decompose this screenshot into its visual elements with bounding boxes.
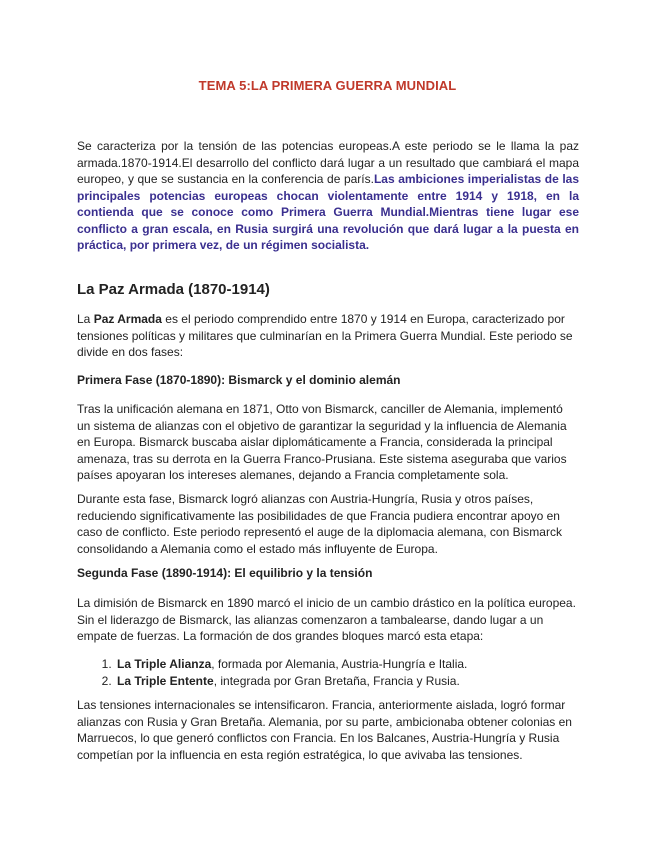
list-item xyxy=(115,673,615,690)
text: , formada por Alemania, Austria-Hungría e Italia. xyxy=(211,657,468,671)
bold-term: La Triple Alianza xyxy=(117,657,212,671)
bold-term: Paz Armada xyxy=(93,312,162,326)
intro-paragraph xyxy=(77,138,579,254)
text: , integrada por Gran Bretaña, Francia y Rusia. xyxy=(213,673,460,688)
text: La xyxy=(77,312,94,326)
phase2-paragraph-2: Las tensiones internacionales se intensificaron. Francia, anteriormente aislada, logró formar alianzas con Rusia y Gran Bretaña. Alemania, por su parte, ambicionaba obtener colonias en Marruecos, lo que generó conflictos con Francia. En los Balcanes, Austria-Hungría y Rusia competían por la influencia en esta región estratégica, lo que avivaba las tensiones. xyxy=(77,698,572,762)
phase1-paragraph-2: Durante esta fase, Bismarck logró alianzas con Austria-Hungría, Rusia y otros países, reduciendo significativamente las posibilidades de que Francia pudiera encontrar apoyo en caso de conflicto. Este periodo representó el auge de la diplomacia alemana, con Bismarck consolidando a Alemania como el estado más influyente de Europa. xyxy=(77,492,562,556)
document-title: TEMA 5:LA PRIMERA GUERRA MUNDIAL xyxy=(198,78,457,93)
intro-text: Se caracteriza por la tensión de las potencias europeas.A este periodo se le llama la paz armada.1870-1914.El desarrollo del conflicto dará lugar a un resultado que cambiará el mapa europeo, y que se sustancia en la conferencia de parís. xyxy=(77,139,579,186)
phase2-paragraph-1: La dimisión de Bismarck en 1890 marcó el inicio de un cambio drástico en la política europea. Sin el liderazgo de Bismarck, las alianzas comenzaron a tambalearse, dando lugar a un empate de fuerzas. La formación de dos grandes bloques marcó esta etapa: xyxy=(77,596,576,643)
section-heading-paz-armada: La Paz Armada (1870-1914) xyxy=(77,281,270,298)
phase1-heading: Primera Fase (1870-1890): Bismarck y el dominio alemán xyxy=(77,373,401,387)
intro-highlight: Las ambiciones imperialistas de las principales potencias europeas chocan violentamente entre 1914 y 1918, en la contienda que se conoce como Primera Guerra Mundial.Mientras tiene lugar ese conflicto a gran escala, en Rusia surgirá una revolución que dará lugar a la puesta en práctica, por primera vez, de un régimen socialista. xyxy=(77,172,579,252)
alliances-list xyxy=(77,656,615,689)
paz-armada-paragraph xyxy=(77,311,577,361)
phase2-heading: Segunda Fase (1890-1914): El equilibrio y la tensión xyxy=(77,566,373,580)
list-item xyxy=(115,656,615,673)
text: es el periodo comprendido entre 1870 y 1914 en Europa, caracterizado por tensiones políticas y militares que culminarían en la Primera Guerra Mundial. Este periodo se divide en dos fases: xyxy=(77,312,573,359)
bold-term: La Triple Entente xyxy=(117,673,214,688)
phase1-paragraph-1: Tras la unificación alemana en 1871, Otto von Bismarck, canciller de Alemania, implementó un sistema de alianzas con el objetivo de garantizar la seguridad y la influencia de Alemania en Europa. Bismarck buscaba aislar diplomáticamente a Francia, considerada la principal amenaza, tras su derrota en la Guerra Franco-Prusiana. Este sistema aseguraba que varios países apoyaran los intereses alemanes, dejando a Francia completamente sola. xyxy=(77,402,567,482)
